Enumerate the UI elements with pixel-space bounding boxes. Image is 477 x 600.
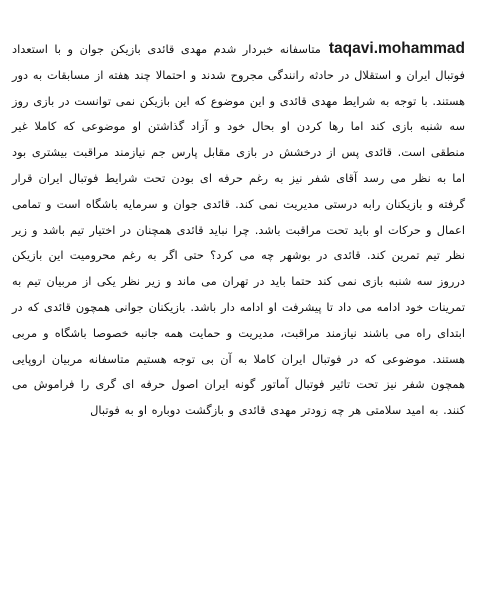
post-caption: متاسفانه خبردار شدم مهدی قائدی بازیکن جوان و با استعداد فوتبال ایران و استقلال در حادثه رانندگی مجروح شدند و احتمالا چند هفته از مسابقات به دور هستند. با توجه به شرایط مهدی قائدی و این موضوع که این بازیکن نمی توانست در بازی روز سه شنبه بازی کند اما رها کردن او بحال خود و آزاد گذاشتن او موضوعی که کاملا غیر منطقی است. قائدی پس از درخشش در بازی مقابل پارس جم نیازمند مراقبت بیشتری بود اما به نظر می رسد آقای شفر نیز به رغم حرفه ای بودن تحت شرایط فوتبال ایران قرار گرفته و بازیکنان رابه درستی مدیریت نمی کند. قائدی جوان و سرمایه باشگاه است و تمامی اعمال و حرکات او باید تحت مراقبت باشد. چرا نباید قائدی همچنان در اختیار تیم باشد و زیر نظر تیم تمرین کند. قائدی در بوشهر چه می کرد؟ حتی اگر به رغم محرومیت این بازیکن درروز سه شنبه بازی نمی کند حتما باید در تهران می ماند و زیر نظر یکی از مربیان تیم به تمرینات خود ادامه می داد تا پیشرفت او ادامه دار باشد. بازیکنان جوانی همچون قائدی که در ابتدای راه می باشند نیازمند مراقبت، مدیریت و حمایت همه جانبه خصوصا باشگاه و مربی هستند. موضوعی که در فوتبال ایران کاملا به آن بی توجه هستیم متاسفانه مربیان اروپایی همچون شفر نیز تحت تاثیر فوتبال آماتور گونه ایران اصول حرفه ای گری را فراموش می کنند. به امید سلامتی هر چه زودتر مهدی قائدی و بازگشت دوباره او به فوتبال: [12, 42, 465, 418]
username[interactable]: taqavi.mohammad: [328, 40, 465, 57]
post-caption-block: [12, 36, 465, 424]
